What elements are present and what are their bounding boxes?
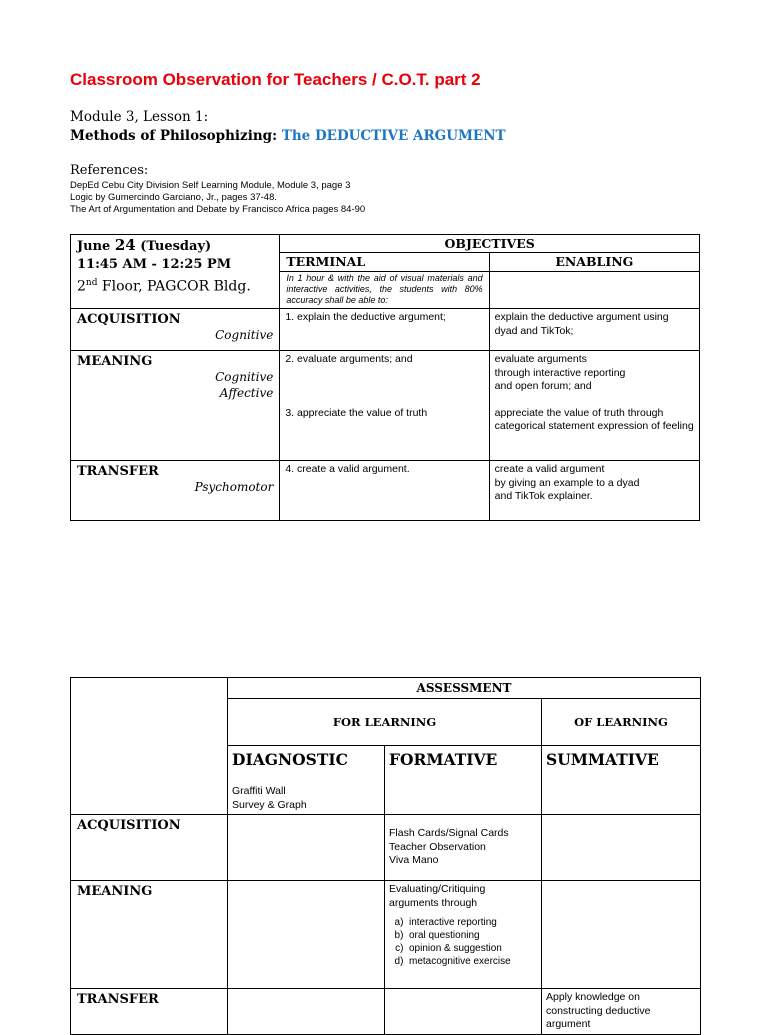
reference-item: Logic by Gumercindo Garciano, Jr., pages 37-48. [70,192,278,203]
row-label: MEANING [77,354,153,369]
domain-label: Affective [219,386,274,400]
reference-item: DepEd Cebu City Division Self Learning Module, Module 3, page 3 [70,180,351,191]
meaning-formative: Evaluating/Critiquing arguments through a. interactive reporting b. oral questioning c. opinion & suggestion d. metacognitive exercise [385,881,542,989]
module-lesson: Module 3, Lesson 1: [70,109,209,125]
row-label: ACQUISITION [77,312,181,327]
row-transfer [71,461,280,521]
enabling-heading: ENABLING [489,253,699,272]
empty-cell [228,815,385,881]
assessment-heading: ASSESSMENT [228,678,701,699]
domain-label: Cognitive [215,328,274,342]
of-learning-heading: OF LEARNING [542,699,701,746]
empty-cell [385,989,542,1035]
meaning-formative-list: a. interactive reporting b. oral questioning c. opinion & suggestion d. metacognitive exercise [389,916,537,968]
reference-item: The Art of Argumentation and Debate by Francisco Africa pages 84-90 [70,204,366,215]
empty-cell [489,272,699,309]
empty-corner [71,678,228,815]
objectives-intro: In 1 hour & with the aid of visual materials and interactive activities, the students with 80% accuracy shall be able to: [280,272,489,309]
summative-heading: SUMMATIVE [546,750,659,769]
methods-topic: The DEDUCTIVE ARGUMENT [281,128,506,144]
diagnostic-heading: DIAGNOSTIC [232,750,348,769]
references-list [70,180,365,216]
lesson-topic [70,128,506,144]
objectives-heading: OBJECTIVES [280,235,700,253]
schedule-cell [71,235,280,309]
row-label: TRANSFER [77,464,159,479]
assessment-row-transfer: TRANSFER [71,989,228,1035]
schedule-time: 11:45 AM - 12:25 PM [77,257,232,272]
assessment-row-meaning: MEANING [71,881,228,989]
empty-cell [542,815,701,881]
empty-cell [542,881,701,989]
acquisition-formative: Flash Cards/Signal Cards Teacher Observation Viva Mano [385,815,542,881]
enabling-objective: evaluate arguments through interactive reporting and open forum; and appreciate the value of truth through categorical statement expression of feeling [489,351,699,461]
summative-cell [542,746,701,815]
row-meaning [71,351,280,461]
references-label: References: [70,163,149,178]
objectives-table [70,234,700,521]
row-acquisition [71,309,280,351]
enabling-objective: create a valid argument by giving an example to a dyad and TikTok explainer. [489,461,699,521]
domain-label: Cognitive [215,370,274,384]
formative-cell [385,746,542,815]
assessment-table [70,677,701,1035]
empty-cell [228,881,385,989]
methods-label: Methods of Philosophizing: [70,128,278,144]
transfer-summative: Apply knowledge on constructing deductive argument [542,989,701,1035]
assessment-row-acquisition: ACQUISITION [71,815,228,881]
diagnostic-cell [228,746,385,815]
formative-heading: FORMATIVE [389,750,498,769]
domain-label: Psychomotor [194,480,274,494]
diagnostic-items: Graffiti Wall Survey & Graph [232,785,307,811]
page-title: Classroom Observation for Teachers / C.O.T. part 2 [70,70,481,89]
terminal-objective: 4. create a valid argument. [280,461,489,521]
empty-cell [228,989,385,1035]
enabling-objective: explain the deductive argument using dyad and TikTok; [489,309,699,351]
terminal-objective: 2. evaluate arguments; and 3. appreciate the value of truth [280,351,489,461]
schedule-date: June 24 (Tuesday) [77,236,212,254]
terminal-objective: 1. explain the deductive argument; [280,309,489,351]
terminal-heading: TERMINAL [280,253,489,272]
for-learning-heading: FOR LEARNING [228,699,542,746]
schedule-location: 2nd Floor, PAGCOR Bldg. [77,278,251,295]
